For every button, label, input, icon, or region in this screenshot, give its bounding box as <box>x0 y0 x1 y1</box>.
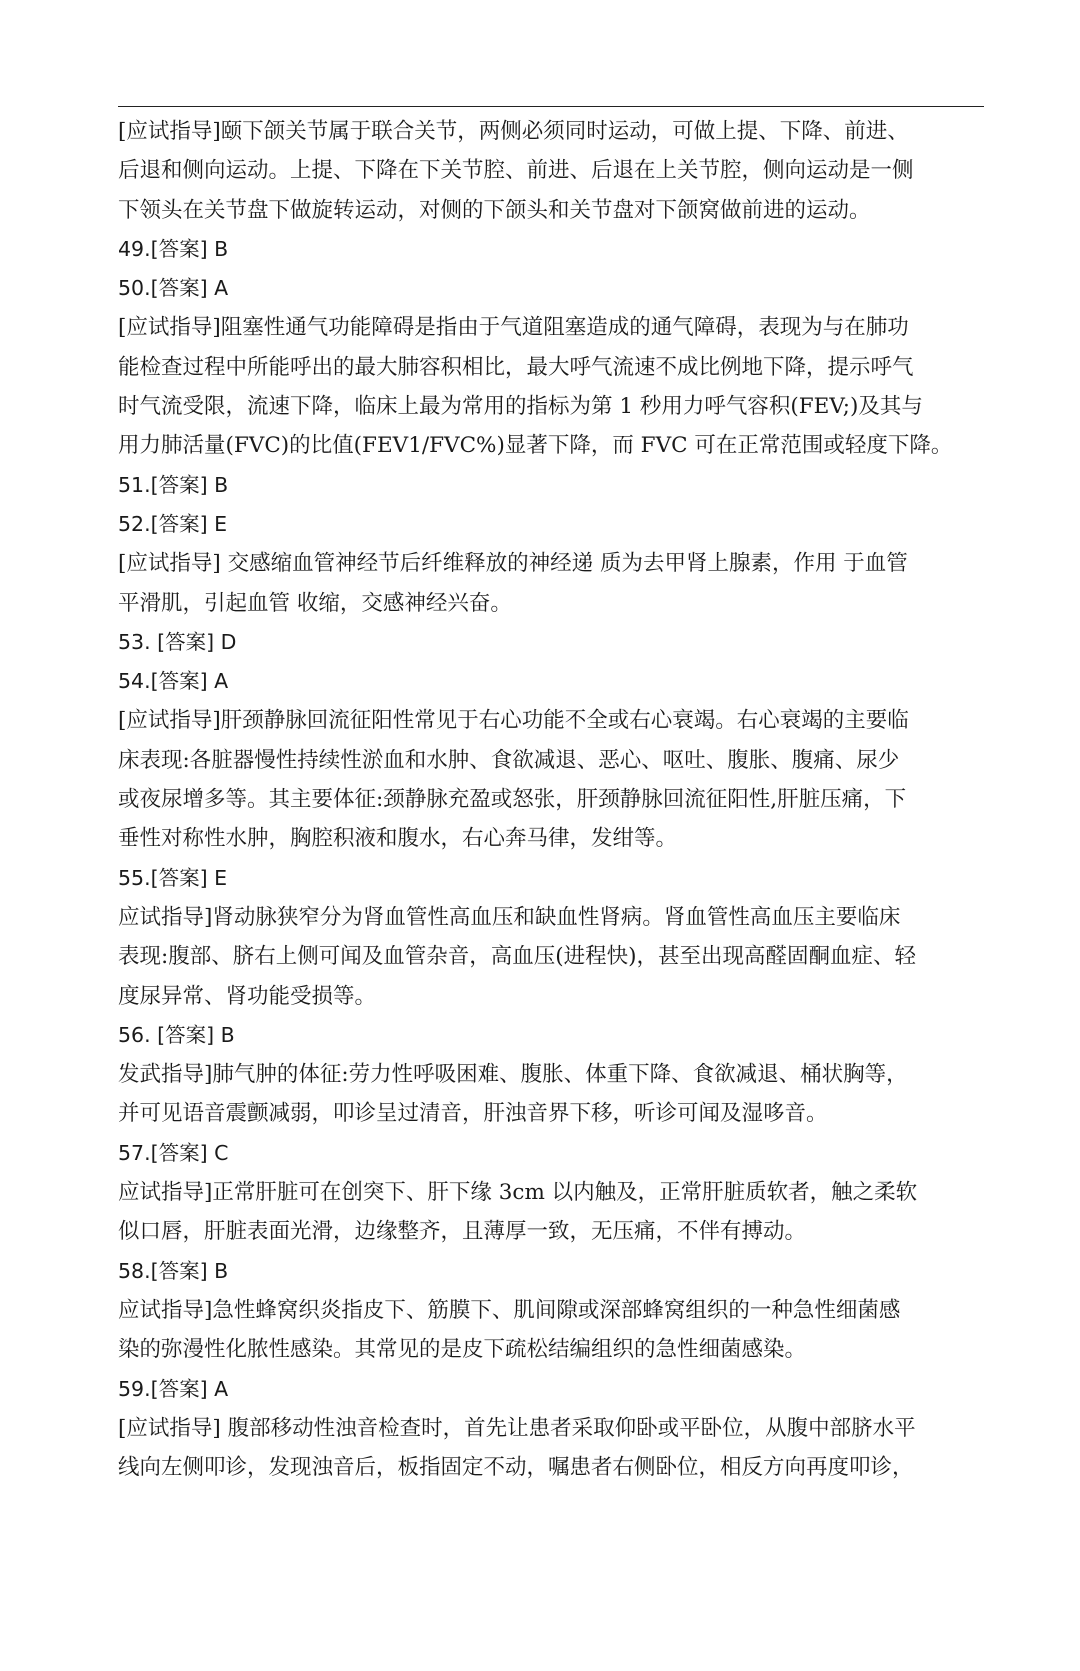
text-line: [应试指导]肝颈静脉回流征阳性常见于右心功能不全或右心衰竭。右心衰竭的主要临 <box>118 708 909 734</box>
text-line: 垂性对称性水肿，胸腔积液和腹水，右心奔马律，发绀等。 <box>118 826 678 852</box>
text-line: [应试指导]颐下颌关节属于联合关节，两侧必须同时运动，可做上提、下降、前进、 <box>118 119 909 144</box>
text-line: 或夜尿增多等。其主要体征:颈静脉充盈或怒张，肝颈静脉回流征阳性,肝脏压痛，下 <box>118 787 907 813</box>
text-line: 能检查过程中所能呼出的最大肺容积相比，最大呼气流速不成比例地下降，提示呼气 <box>118 354 914 380</box>
answer-line: 55.[答案] E <box>118 865 228 890</box>
text-line: 线向左侧叩诊，发现浊音后，板指固定不动，嘱患者右侧卧位，相反方向再度叩诊， <box>118 1455 914 1481</box>
text-line: 并可见语音震颤减弱，叩诊呈过清音，肝浊音界下移，听诊可闻及湿哆音。 <box>118 1101 828 1127</box>
answer-line: 57.[答案] C <box>118 1140 229 1165</box>
text-line: 似口唇，肝脏表面光滑，边缘整齐，且薄厚一致，无压痛，不伴有搏动。 <box>118 1219 807 1245</box>
header-rule <box>118 106 984 107</box>
text-line: [应试指导]阻塞性通气功能障碍是指由于气道阻塞造成的通气障碍，表现为与在肺功 <box>118 315 909 341</box>
text-line: 应试指导]正常肝脏可在创突下、肝下缘 3cm 以内触及，正常肝脏质软者，触之柔软 <box>118 1180 918 1206</box>
text-line: 时气流受限，流速下降，临床上最为常用的指标为第 1 秒用力呼气容积(FEV;)及其与 <box>118 394 923 420</box>
answer-line: 54.[答案] A <box>118 669 229 694</box>
answer-explanations <box>118 112 984 1487</box>
answer-line: 58.[答案] B <box>118 1258 229 1283</box>
text-line: 后退和侧向运动。上提、下降在下关节腔、前进、后退在上关节腔，侧向运动是一侧 <box>118 158 914 184</box>
text-line: 应试指导]急性蜂窝织炎指皮下、筋膜下、肌间隙或深部蜂窝组织的一种急性细菌感 <box>118 1297 901 1323</box>
answer-line: 59.[答案] A <box>118 1376 229 1401</box>
text-line: 用力肺活量(FVC)的比值(FEV1/FVC%)显著下降，而 FVC 可在正常范围或轻度下降。 <box>118 433 953 459</box>
text-line: 应试指导]肾动脉狭窄分为肾血管性高血压和缺血性肾病。肾血管性高血压主要临床 <box>118 904 901 930</box>
answer-line: 53. [答案] D <box>118 629 237 654</box>
text-line: 发武指导]肺气肿的体征:劳力性呼吸困难、腹胀、体重下降、食欲减退、桶状胸等， <box>118 1062 908 1088</box>
text-line: 染的弥漫性化脓性感染。其常见的是皮下疏松结编组织的急性细菌感染。 <box>118 1337 807 1363</box>
text-line: [应试指导] 腹部移动性浊音检查时，首先让患者采取仰卧或平卧位，从腹中部脐水平 <box>118 1415 916 1441</box>
text-line: 平滑肌，引起血管 收缩，交感神经兴奋。 <box>118 590 512 616</box>
answer-line: 52.[答案] E <box>118 511 228 536</box>
text-line: 床表现:各脏器慢性持续性淤血和水肿、食欲减退、恶心、呕吐、腹胀、腹痛、尿少 <box>118 747 900 773</box>
answer-line: 56. [答案] B <box>118 1022 235 1047</box>
text-line: [应试指导] 交感缩血管神经节后纤维释放的神经递 质为去甲肾上腺素，作用 于血管 <box>118 551 908 577</box>
answer-line: 49.[答案] B <box>118 236 229 261</box>
text-line: 下领头在关节盘下做旋转运动，对侧的下颌头和关节盘对下颌窝做前进的运动。 <box>118 197 871 223</box>
text-line: 表现:腹部、脐右上侧可闻及血管杂音，高血压(进程快)，甚至出现高醛固酮血症、轻 <box>118 944 917 970</box>
text-line: 度尿异常、肾功能受损等。 <box>118 983 377 1009</box>
answer-line: 50.[答案] A <box>118 276 229 301</box>
answer-line: 51.[答案] B <box>118 472 229 497</box>
